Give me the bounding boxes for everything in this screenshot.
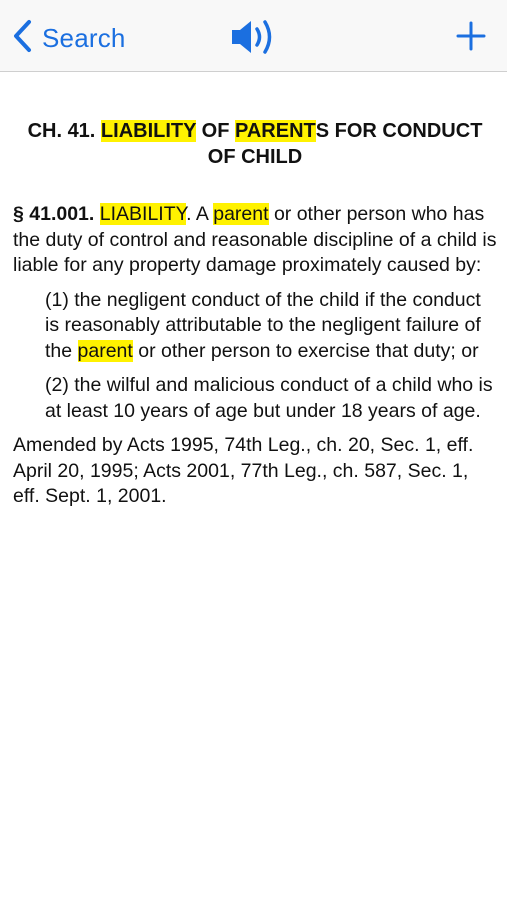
- subsection-2: (2) the wilful and malicious conduct of a child who is at least 10 years of age but under 18 years of age.: [45, 374, 493, 422]
- navigation-bar: [0, 0, 507, 72]
- chapter-prefix: CH. 41.: [27, 120, 101, 142]
- search-highlight: parent: [213, 203, 269, 225]
- section-heading-after: . A: [186, 203, 214, 225]
- search-highlight: LIABILITY: [99, 203, 187, 225]
- back-to-search-button[interactable]: [10, 18, 126, 58]
- section-space: [94, 203, 99, 225]
- speaker-icon[interactable]: [229, 14, 279, 60]
- add-button[interactable]: [455, 20, 487, 52]
- search-highlight: PARENT: [235, 120, 316, 142]
- search-highlight: LIABILITY: [100, 120, 197, 142]
- subsection-1-after: or other person to exercise that duty; or: [132, 339, 479, 362]
- chapter-title: [13, 118, 497, 170]
- statute-content: [13, 118, 497, 510]
- amendment-history: Amended by Acts 1995, 74th Leg., ch. 20, Sec. 1, eff. April 20, 1995; Acts 2001, 77th Leg., ch. 587, Sec. 1, eff. Sept. 1, 2001.: [13, 434, 474, 507]
- chevron-left-icon: [10, 18, 34, 59]
- chapter-suffix: S FOR CONDUCT OF CHILD: [207, 120, 483, 168]
- section-paragraph: [13, 202, 497, 279]
- section-body: or other person who has the duty of control and reasonable discipline of a child is liable for any property damage proximately caused by:: [13, 203, 497, 276]
- back-button-label: Search: [42, 22, 126, 53]
- search-highlight: parent: [77, 339, 133, 362]
- plus-icon: [455, 39, 487, 56]
- chapter-middle: OF: [196, 120, 235, 142]
- subsection-1: [45, 288, 497, 365]
- section-number: § 41.001.: [13, 203, 95, 225]
- subsection-1-before: (1) the negligent conduct of the child if the conduct is reasonably attributable to the negligent failure of the: [45, 288, 481, 362]
